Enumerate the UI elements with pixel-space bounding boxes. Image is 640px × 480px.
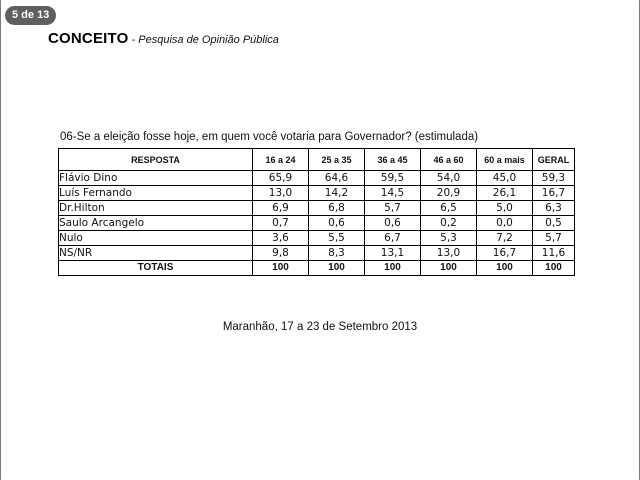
column-header: 25 a 35 — [309, 149, 365, 171]
table-cell: 5,7 — [365, 201, 421, 216]
total-cell: 100 — [253, 261, 309, 276]
table-cell: 0,2 — [421, 216, 477, 231]
page-indicator-badge: 5 de 13 — [5, 6, 56, 25]
column-header: 60 a mais — [477, 149, 533, 171]
row-label: Flávio Dino — [59, 171, 253, 186]
table-cell: 5,0 — [477, 201, 533, 216]
table-cell: 20,9 — [421, 186, 477, 201]
brand-subtitle: - Pesquisa de Opinião Pública — [128, 34, 279, 46]
table-cell: 5,3 — [421, 231, 477, 246]
table-cell: 59,5 — [365, 171, 421, 186]
table-cell: 6,8 — [309, 201, 365, 216]
table-cell: 8,3 — [309, 246, 365, 261]
table-cell: 6,3 — [533, 201, 575, 216]
table-cell: 6,5 — [421, 201, 477, 216]
table-row — [59, 201, 575, 216]
row-label: Saulo Arcangelo — [59, 216, 253, 231]
row-label: Nulo — [59, 231, 253, 246]
column-header: 46 a 60 — [421, 149, 477, 171]
total-cell: 100 — [365, 261, 421, 276]
total-cell: 100 — [477, 261, 533, 276]
table-cell: 13,1 — [365, 246, 421, 261]
table-total-row — [59, 261, 575, 276]
document-page — [1, 0, 639, 480]
table-cell: 26,1 — [477, 186, 533, 201]
table-cell: 0,6 — [365, 216, 421, 231]
column-header: RESPOSTA — [59, 149, 253, 171]
brand-name: CONCEITO — [48, 30, 129, 47]
table-cell: 45,0 — [477, 171, 533, 186]
column-header: 16 a 24 — [253, 149, 309, 171]
survey-date: Maranhão, 17 a 23 de Setembro 2013 — [222, 321, 418, 333]
total-cell: 100 — [421, 261, 477, 276]
table-cell: 0,7 — [253, 216, 309, 231]
table-cell: 0,6 — [309, 216, 365, 231]
table-cell: 13,0 — [421, 246, 477, 261]
table-cell: 59,3 — [533, 171, 575, 186]
table-cell: 0,0 — [477, 216, 533, 231]
table-cell: 5,5 — [309, 231, 365, 246]
table-cell: 13,0 — [253, 186, 309, 201]
table-row — [59, 216, 575, 231]
table-cell: 9,8 — [253, 246, 309, 261]
table-header-row — [59, 149, 575, 171]
table-row — [59, 171, 575, 186]
row-label: Dr.Hilton — [59, 201, 253, 216]
poll-results-table — [58, 148, 575, 276]
row-label: NS/NR — [59, 246, 253, 261]
table-cell: 65,9 — [253, 171, 309, 186]
document-header — [48, 30, 279, 48]
table-row — [59, 231, 575, 246]
table-cell: 54,0 — [421, 171, 477, 186]
column-header: GERAL — [533, 149, 575, 171]
table-cell: 5,7 — [533, 231, 575, 246]
table-cell: 11,6 — [533, 246, 575, 261]
total-cell: 100 — [309, 261, 365, 276]
table-row — [59, 246, 575, 261]
table-row — [59, 186, 575, 201]
row-label: Luís Fernando — [59, 186, 253, 201]
column-header: 36 a 45 — [365, 149, 421, 171]
total-cell: 100 — [533, 261, 575, 276]
question-text: 06-Se a eleição fosse hoje, em quem você votaria para Governador? (estimulada) — [60, 131, 479, 143]
table-cell: 16,7 — [533, 186, 575, 201]
table-cell: 7,2 — [477, 231, 533, 246]
table-cell: 14,5 — [365, 186, 421, 201]
total-label: TOTAIS — [59, 261, 253, 276]
table-cell: 0,5 — [533, 216, 575, 231]
table-cell: 16,7 — [477, 246, 533, 261]
table-cell: 6,9 — [253, 201, 309, 216]
table-cell: 3,6 — [253, 231, 309, 246]
table-cell: 64,6 — [309, 171, 365, 186]
table-cell: 14,2 — [309, 186, 365, 201]
table-cell: 6,7 — [365, 231, 421, 246]
